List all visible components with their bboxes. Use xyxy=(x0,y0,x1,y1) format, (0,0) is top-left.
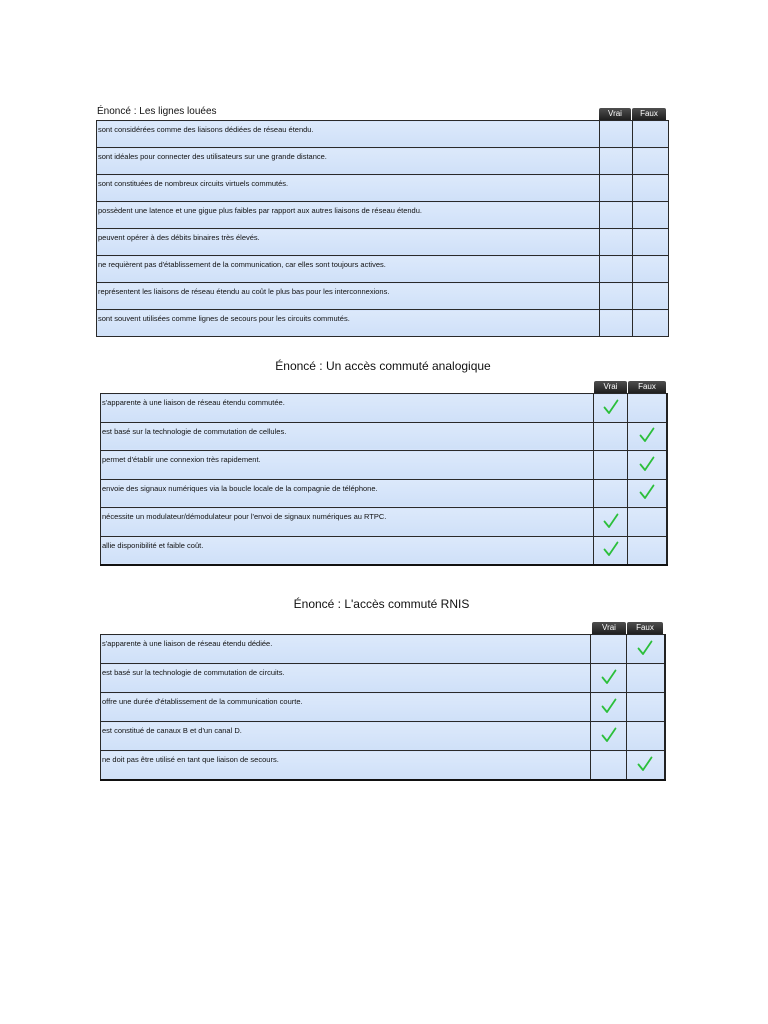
statement-text: sont constituées de nombreux circuits virtuels commutés. xyxy=(97,175,600,202)
table-row xyxy=(97,229,669,256)
header-row xyxy=(593,381,666,393)
vrai-cell[interactable] xyxy=(600,202,633,229)
quiz-table-3 xyxy=(100,634,666,781)
vrai-cell[interactable] xyxy=(594,394,628,423)
table-row xyxy=(97,256,669,283)
check-icon xyxy=(639,436,655,445)
faux-cell[interactable] xyxy=(633,121,669,148)
vrai-cell[interactable] xyxy=(591,635,627,664)
statement-text: s'apparente à une liaison de réseau étendu dédiée. xyxy=(101,635,591,664)
vrai-cell[interactable] xyxy=(591,693,627,722)
table-row xyxy=(101,664,665,693)
faux-cell[interactable] xyxy=(628,536,667,565)
table-row xyxy=(101,635,665,664)
check-icon xyxy=(639,493,655,502)
table-row xyxy=(97,283,669,310)
table-row xyxy=(101,394,667,423)
statement-text: allie disponibilité et faible coût. xyxy=(101,536,594,565)
check-icon xyxy=(601,678,617,687)
vrai-cell[interactable] xyxy=(600,121,633,148)
faux-cell[interactable] xyxy=(627,722,665,751)
statement-text: sont souvent utilisées comme lignes de secours pour les circuits commutés. xyxy=(97,310,600,337)
header-faux: Faux xyxy=(632,108,666,120)
faux-cell[interactable] xyxy=(627,635,665,664)
vrai-cell[interactable] xyxy=(600,229,633,256)
vrai-cell[interactable] xyxy=(600,175,633,202)
statement-text: est basé sur la technologie de commutation de circuits. xyxy=(101,664,591,693)
faux-cell[interactable] xyxy=(627,664,665,693)
header-row xyxy=(598,108,666,120)
faux-cell[interactable] xyxy=(628,479,667,508)
check-icon xyxy=(603,522,619,531)
faux-cell[interactable] xyxy=(628,422,667,451)
faux-cell[interactable] xyxy=(627,751,665,780)
faux-cell[interactable] xyxy=(628,451,667,480)
statement-text: offre une durée d'établissement de la communication courte. xyxy=(101,693,591,722)
statement-text: est basé sur la technologie de commutation de cellules. xyxy=(101,422,594,451)
table-row xyxy=(97,121,669,148)
section-title: Énoncé : Les lignes louées xyxy=(97,106,217,117)
vrai-cell[interactable] xyxy=(591,664,627,693)
table-row xyxy=(101,479,667,508)
section-title: Énoncé : Un accès commuté analogique xyxy=(275,359,491,373)
faux-cell[interactable] xyxy=(628,508,667,537)
vrai-cell[interactable] xyxy=(591,751,627,780)
quiz-table-2 xyxy=(100,393,668,566)
vrai-cell[interactable] xyxy=(594,422,628,451)
faux-cell[interactable] xyxy=(633,202,669,229)
vrai-cell[interactable] xyxy=(594,451,628,480)
section-acces-analogique xyxy=(100,359,666,373)
check-icon xyxy=(603,550,619,559)
statement-text: envoie des signaux numériques via la boucle locale de la compagnie de téléphone. xyxy=(101,479,594,508)
vrai-cell[interactable] xyxy=(600,283,633,310)
header-faux: Faux xyxy=(627,622,663,634)
section-lignes-louees xyxy=(97,106,217,118)
vrai-cell[interactable] xyxy=(600,310,633,337)
vrai-cell[interactable] xyxy=(591,722,627,751)
vrai-cell[interactable] xyxy=(600,256,633,283)
header-vrai: Vrai xyxy=(599,108,631,120)
table-row xyxy=(101,751,665,780)
faux-cell[interactable] xyxy=(633,175,669,202)
statement-text: ne doit pas être utilisé en tant que liaison de secours. xyxy=(101,751,591,780)
statement-text: s'apparente à une liaison de réseau étendu commutée. xyxy=(101,394,594,423)
statement-text: nécessite un modulateur/démodulateur pour l'envoi de signaux numériques au RTPC. xyxy=(101,508,594,537)
quiz-table-1 xyxy=(96,120,669,337)
table-row xyxy=(97,310,669,337)
faux-cell[interactable] xyxy=(633,229,669,256)
section-title: Énoncé : L'accès commuté RNIS xyxy=(293,597,470,611)
header-vrai: Vrai xyxy=(594,381,627,393)
faux-cell[interactable] xyxy=(633,310,669,337)
check-icon xyxy=(637,765,653,774)
faux-cell[interactable] xyxy=(627,693,665,722)
check-icon xyxy=(603,408,619,417)
statement-text: ne requièrent pas d'établissement de la communication, car elles sont toujours actives. xyxy=(97,256,600,283)
statement-text: représentent les liaisons de réseau étendu au coût le plus bas pour les interconnexions. xyxy=(97,283,600,310)
header-vrai: Vrai xyxy=(592,622,626,634)
check-icon xyxy=(601,736,617,745)
header-faux: Faux xyxy=(628,381,666,393)
table-row xyxy=(97,175,669,202)
statement-text: possèdent une latence et une gigue plus faibles par rapport aux autres liaisons de réseau étendu. xyxy=(97,202,600,229)
table-row xyxy=(97,148,669,175)
vrai-cell[interactable] xyxy=(594,508,628,537)
table-row xyxy=(97,202,669,229)
faux-cell[interactable] xyxy=(633,283,669,310)
section-acces-rnis xyxy=(100,597,663,611)
check-icon xyxy=(601,707,617,716)
statement-text: permet d'établir une connexion très rapidement. xyxy=(101,451,594,480)
table-row xyxy=(101,422,667,451)
check-icon xyxy=(639,465,655,474)
statement-text: est constitué de canaux B et d'un canal D. xyxy=(101,722,591,751)
statement-text: sont considérées comme des liaisons dédiées de réseau étendu. xyxy=(97,121,600,148)
header-row xyxy=(591,622,663,634)
vrai-cell[interactable] xyxy=(594,536,628,565)
faux-cell[interactable] xyxy=(628,394,667,423)
statement-text: sont idéales pour connecter des utilisateurs sur une grande distance. xyxy=(97,148,600,175)
vrai-cell[interactable] xyxy=(600,148,633,175)
vrai-cell[interactable] xyxy=(594,479,628,508)
table-row xyxy=(101,451,667,480)
table-row xyxy=(101,536,667,565)
table-row xyxy=(101,693,665,722)
check-icon xyxy=(637,649,653,658)
statement-text: peuvent opérer à des débits binaires très élevés. xyxy=(97,229,600,256)
faux-cell[interactable] xyxy=(633,148,669,175)
faux-cell[interactable] xyxy=(633,256,669,283)
table-row xyxy=(101,722,665,751)
table-row xyxy=(101,508,667,537)
